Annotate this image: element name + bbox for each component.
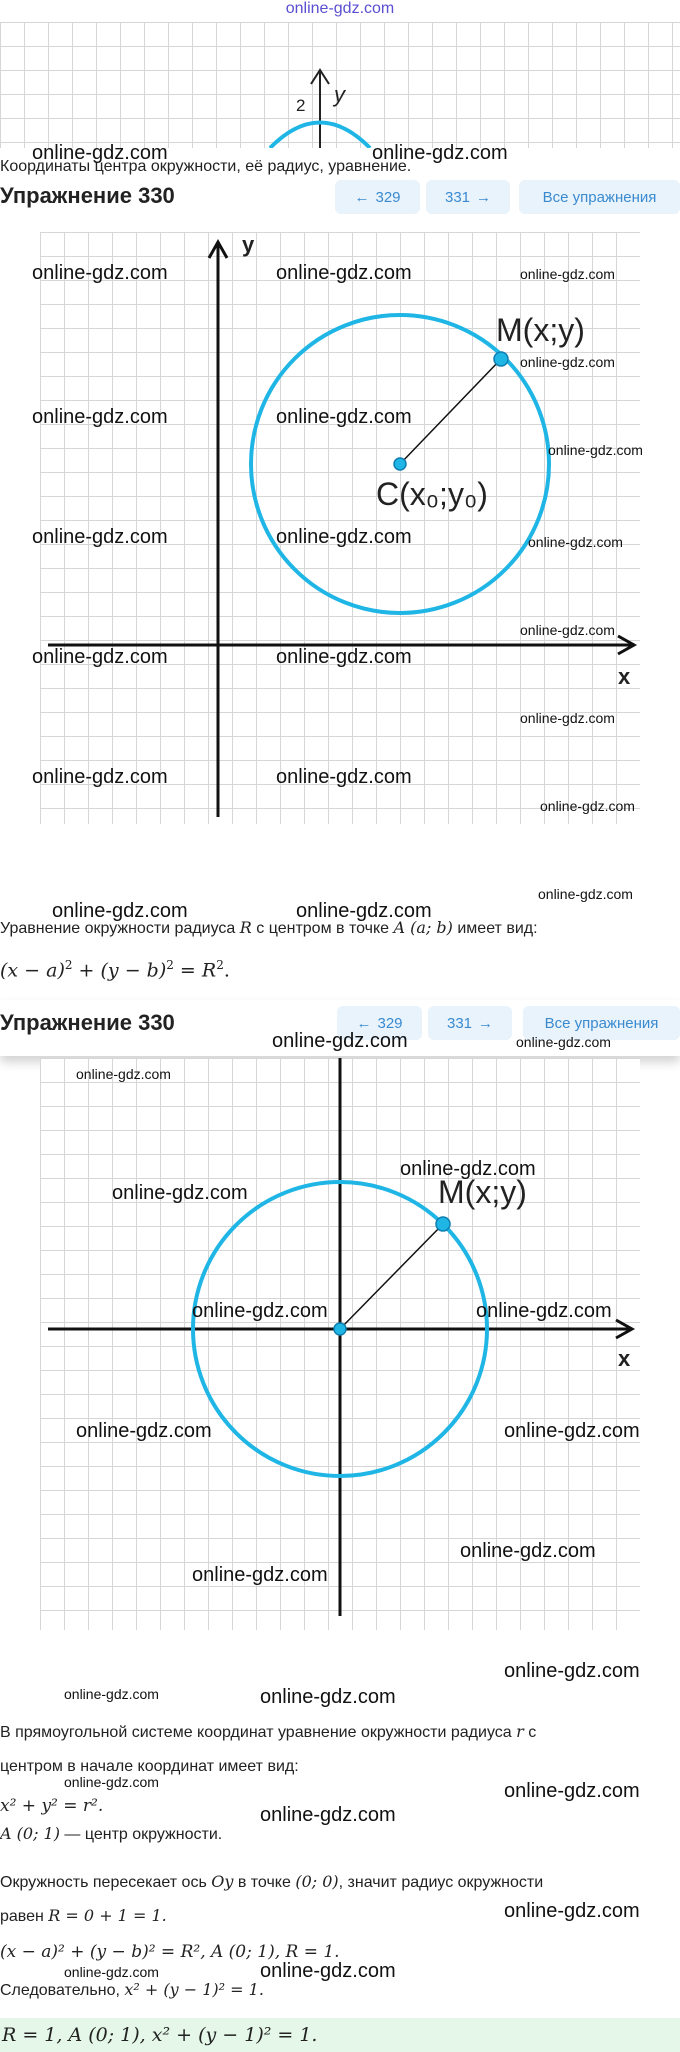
arrow-right-icon: → xyxy=(478,1014,494,1032)
watermark: online-gdz.com xyxy=(538,886,633,902)
watermark: online-gdz.com xyxy=(260,1960,396,1982)
watermark: online-gdz.com xyxy=(112,1182,248,1204)
next-exercise-button[interactable]: 331 → xyxy=(426,180,510,214)
watermark: online-gdz.com xyxy=(32,406,168,428)
watermark: online-gdz.com xyxy=(192,1300,328,1322)
watermark: online-gdz.com xyxy=(272,1030,408,1052)
watermark: online-gdz.com xyxy=(520,710,615,726)
solution-line-5: Окружность пересекает ось Oy в точке (0; 0), значит радиус окружности xyxy=(0,1872,544,1891)
answer-box: R = 1, A (0; 1), x² + (y − 1)² = 1. xyxy=(0,2018,680,2052)
top-caption: Координаты центра окружности, её радиус, уравнение. xyxy=(0,158,412,175)
all-exercises-button[interactable]: Все упражнения xyxy=(519,180,680,214)
x-axis-label: x xyxy=(618,664,631,689)
solution-line-4: A (0; 1) — центр окружности. xyxy=(0,1824,223,1843)
watermark: online-gdz.com xyxy=(276,766,412,788)
arrow-left-icon: ← xyxy=(356,1014,372,1032)
watermark: online-gdz.com xyxy=(260,1686,396,1708)
watermark: online-gdz.com xyxy=(476,1300,612,1322)
site-header[interactable]: online-gdz.com xyxy=(285,0,395,17)
watermark: online-gdz.com xyxy=(32,526,168,548)
watermark: online-gdz.com xyxy=(276,646,412,668)
solution-line-2: центром в начале координат имеет вид: xyxy=(0,1758,299,1775)
watermark: online-gdz.com xyxy=(32,766,168,788)
solution-line-3: x² + y² = r². xyxy=(0,1796,104,1816)
watermark: online-gdz.com xyxy=(528,534,623,550)
all-exercises-button-sticky[interactable]: Все упражнения xyxy=(523,1006,680,1040)
watermark: online-gdz.com xyxy=(276,262,412,284)
watermark: online-gdz.com xyxy=(192,1564,328,1586)
watermark: online-gdz.com xyxy=(460,1540,596,1562)
point-m-label: M(x;y) xyxy=(438,1174,527,1210)
watermark: online-gdz.com xyxy=(64,1774,159,1790)
solution-line-8: Следовательно, x² + (y − 1)² = 1. xyxy=(0,1980,264,1999)
watermark: online-gdz.com xyxy=(504,1660,640,1682)
watermark: online-gdz.com xyxy=(504,1420,640,1442)
arrow-left-icon: ← xyxy=(354,188,370,206)
watermark: online-gdz.com xyxy=(32,262,168,284)
watermark: online-gdz.com xyxy=(520,354,615,370)
watermark: online-gdz.com xyxy=(372,142,508,164)
watermark: online-gdz.com xyxy=(548,442,643,458)
general-equation-text: Уравнение окружности радиуса R с центром в точке A (a; b) имеет вид: xyxy=(0,918,538,937)
solution-line-1: В прямоугольной системе координат уравнение окружности радиуса r с xyxy=(0,1722,537,1741)
watermark: online-gdz.com xyxy=(260,1804,396,1826)
next-exercise-button-sticky[interactable]: 331 → xyxy=(428,1006,512,1040)
watermark: online-gdz.com xyxy=(276,406,412,428)
watermark: online-gdz.com xyxy=(52,900,188,922)
watermark: online-gdz.com xyxy=(520,622,615,638)
y-axis-label: y xyxy=(242,232,255,257)
watermark: online-gdz.com xyxy=(400,1158,536,1180)
watermark: online-gdz.com xyxy=(76,1420,212,1442)
x-axis-label: x xyxy=(618,1346,631,1371)
watermark: online-gdz.com xyxy=(516,1034,611,1050)
top-tick-label: 2 xyxy=(296,96,306,115)
watermark: online-gdz.com xyxy=(504,1900,640,1922)
watermark: online-gdz.com xyxy=(64,1964,159,1980)
top-axis-label: y xyxy=(334,82,345,107)
exercise-title: Упражнение 330 xyxy=(0,183,175,208)
exercise-title-sticky: Упражнение 330 xyxy=(0,1010,175,1035)
prev-exercise-button[interactable]: ← 329 xyxy=(335,180,420,214)
watermark: online-gdz.com xyxy=(32,142,168,164)
point-c-label: C(x₀;y₀) xyxy=(376,476,488,512)
watermark: online-gdz.com xyxy=(64,1686,159,1702)
watermark: online-gdz.com xyxy=(520,266,615,282)
watermark: online-gdz.com xyxy=(32,646,168,668)
watermark: online-gdz.com xyxy=(296,900,432,922)
solution-line-6: равен R = 0 + 1 = 1. xyxy=(0,1906,167,1925)
solution-line-7: (x − a)² + (y − b)² = R², A (0; 1), R = 1. xyxy=(0,1942,340,1962)
top-figure xyxy=(0,22,680,148)
general-equation-formula: $(x - a)^2 + (y - b)^2 = R^2$. xyxy=(0,958,230,982)
prev-exercise-button-sticky[interactable]: ← 329 xyxy=(337,1006,422,1040)
watermark: online-gdz.com xyxy=(276,526,412,548)
point-m-label: M(x;y) xyxy=(496,312,585,348)
arrow-right-icon: → xyxy=(476,188,492,206)
watermark: online-gdz.com xyxy=(540,798,635,814)
watermark: online-gdz.com xyxy=(504,1780,640,1802)
watermark: online-gdz.com xyxy=(76,1066,171,1082)
